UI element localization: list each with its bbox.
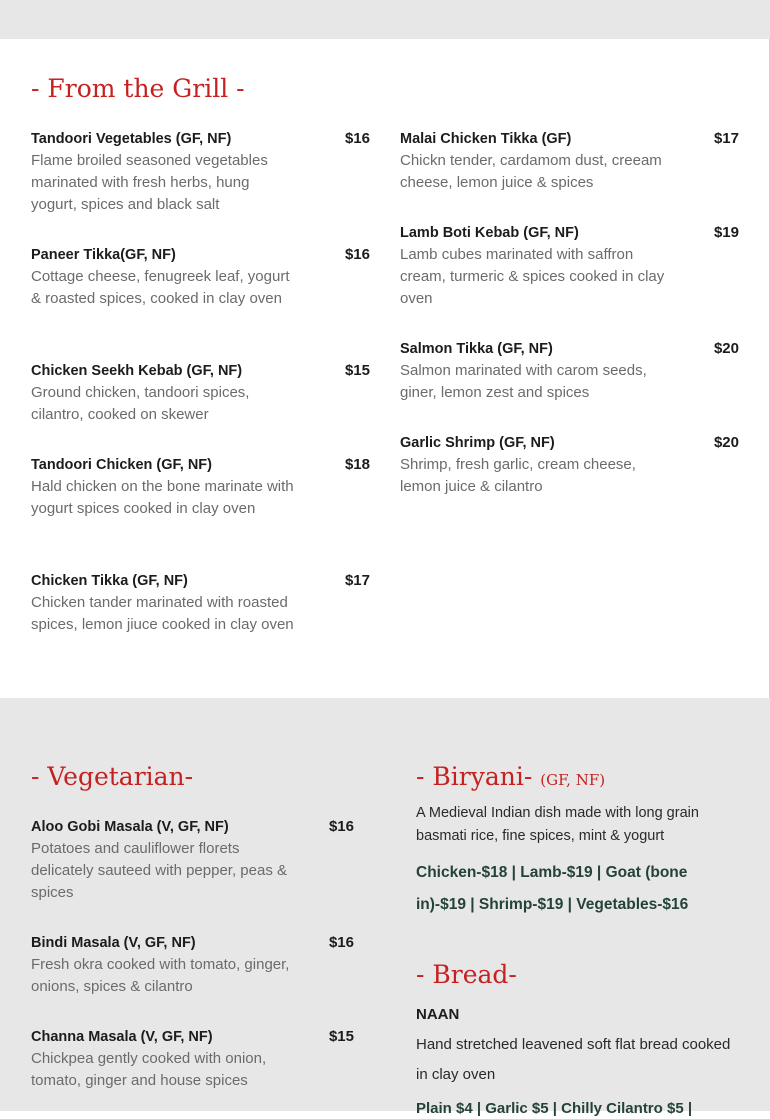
item-price: $17 — [344, 572, 370, 589]
menu-item-paneer-tikka — [31, 245, 370, 310]
item-name: Channa Masala (V, GF, NF) — [31, 1029, 213, 1045]
item-name: Salmon Tikka (GF, NF) — [400, 341, 553, 357]
item-price: $16 — [344, 246, 370, 263]
item-description: Cottage cheese, fenugreek leaf, yogurt & roasted spices, cooked in clay oven — [31, 268, 290, 307]
item-price: $18 — [344, 456, 370, 473]
menu-item-aloo-gobi-masala — [31, 817, 354, 904]
menu-item-chicken-tikka — [31, 571, 370, 636]
menu-item-bindi-masala — [31, 933, 354, 998]
item-price: $16 — [328, 818, 354, 835]
menu-item-tandoori-vegetables — [31, 129, 370, 216]
item-name: Bindi Masala (V, GF, NF) — [31, 935, 196, 951]
item-description: Salmon marinated with carom seeds, giner, lemon zest and spices — [400, 362, 647, 401]
menu-item-garlic-shrimp — [400, 433, 739, 498]
biryani-heading — [416, 762, 605, 795]
bread-heading: - Bread- — [416, 960, 517, 989]
item-name: Lamb Boti Kebab (GF, NF) — [400, 225, 579, 241]
item-name: Aloo Gobi Masala (V, GF, NF) — [31, 819, 229, 835]
item-name: Garlic Shrimp (GF, NF) — [400, 435, 555, 451]
item-name: Paneer Tikka(GF, NF) — [31, 247, 176, 263]
naan-description: Hand stretched leavened soft flat bread cooked in clay oven — [416, 1036, 731, 1083]
item-price: $16 — [328, 934, 354, 951]
item-description: Shrimp, fresh garlic, cream cheese, lemon juice & cilantro — [400, 456, 636, 495]
item-description: Ground chicken, tandoori spices, cilantro, cooked on skewer — [31, 384, 250, 423]
item-description: Chicken tander marinated with roasted spices, lemon jiuce cooked in clay oven — [31, 594, 294, 633]
item-description: Fresh okra cooked with tomato, ginger, onions, spices & cilantro — [31, 956, 290, 995]
top-band — [0, 0, 770, 39]
menu-item-tandoori-chicken — [31, 455, 370, 520]
item-description: Chickpea gently cooked with onion, tomato, ginger and house spices — [31, 1050, 267, 1089]
naan-prices: Plain $4 | Garlic $5 | Chilly Cilantro $5 | — [416, 1100, 693, 1117]
item-description: Lamb cubes marinated with saffron cream, turmeric & spices cooked in clay oven — [400, 246, 665, 307]
item-price: $15 — [344, 362, 370, 379]
item-description: Hald chicken on the bone marinate with yogurt spices cooked in clay oven — [31, 478, 294, 517]
item-price: $20 — [713, 340, 739, 357]
menu-item-malai-chicken-tikka — [400, 129, 739, 194]
biryani-description: A Medieval Indian dish made with long grain basmati rice, fine spices, mint & yogurt — [416, 805, 699, 844]
menu-item-chicken-seekh-kebab — [31, 361, 370, 426]
item-name: Malai Chicken Tikka (GF) — [400, 131, 572, 147]
item-name: Chicken Seekh Kebab (GF, NF) — [31, 363, 243, 379]
item-description: Potatoes and cauliflower florets delicately sauteed with pepper, peas & spices — [31, 840, 288, 901]
item-price: $17 — [713, 130, 739, 147]
biryani-heading-note: (GF, NF) — [540, 771, 606, 789]
item-name: Tandoori Chicken (GF, NF) — [31, 457, 212, 473]
menu-item-salmon-tikka — [400, 339, 739, 404]
item-name: Chicken Tikka (GF, NF) — [31, 573, 188, 589]
biryani-prices: Chicken-$18 | Lamb-$19 | Goat (bone in)-$19 | Shrimp-$19 | Vegetables-$16 — [416, 864, 689, 913]
item-price: $19 — [713, 224, 739, 241]
menu-item-lamb-boti-kebab — [400, 223, 739, 310]
item-price: $15 — [328, 1028, 354, 1045]
item-price: $20 — [713, 434, 739, 451]
menu-item-channa-masala — [31, 1027, 354, 1092]
item-description: Chickn tender, cardamom dust, creeam cheese, lemon juice & spices — [400, 152, 662, 191]
biryani-heading-text: - Biryani- — [416, 762, 533, 791]
item-name: Tandoori Vegetables (GF, NF) — [31, 131, 232, 147]
naan-title: NAAN — [416, 1006, 460, 1023]
item-description: Flame broiled seasoned vegetables marinated with fresh herbs, hung yogurt, spices and black salt — [31, 152, 268, 213]
vegetarian-heading: - Vegetarian- — [31, 762, 194, 791]
item-price: $16 — [344, 130, 370, 147]
grill-heading: - From the Grill - — [31, 74, 245, 103]
